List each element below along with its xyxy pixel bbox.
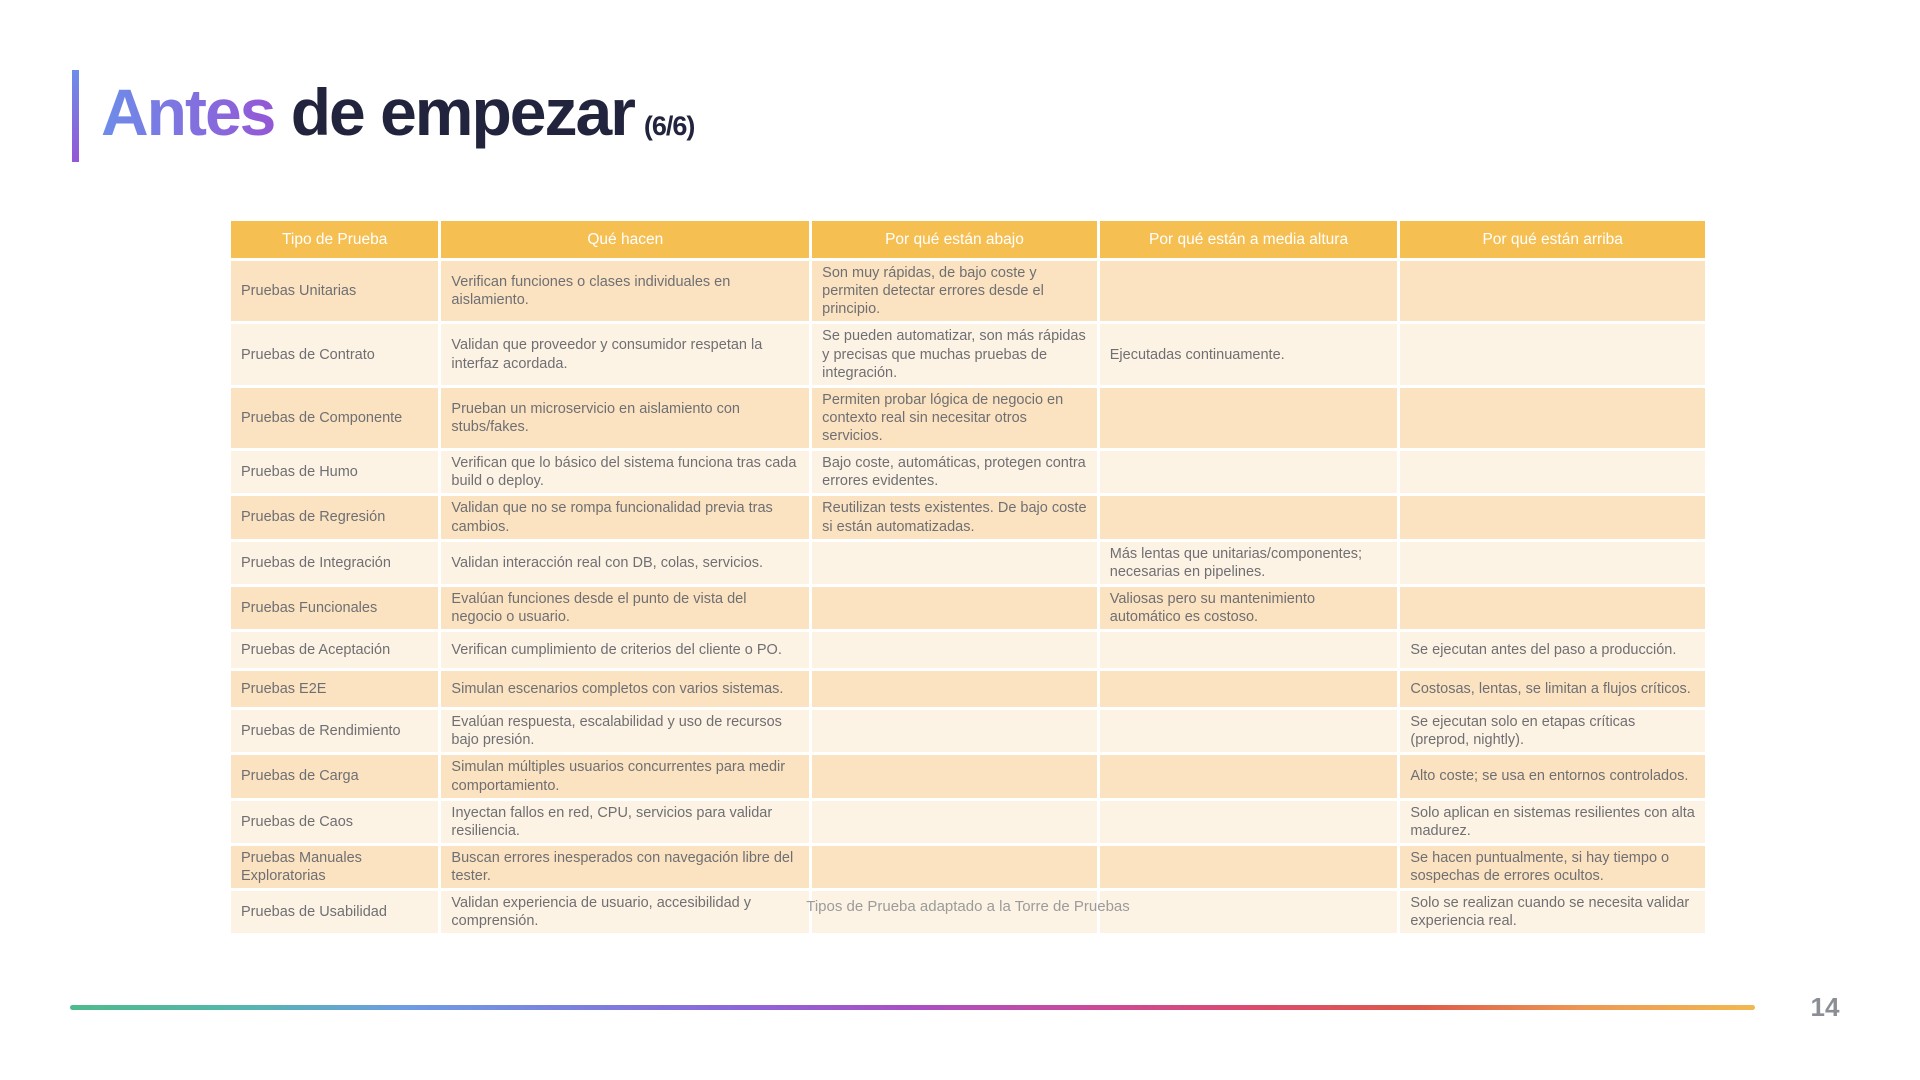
table-cell: Se ejecutan antes del paso a producción. (1399, 631, 1707, 670)
table-cell (1399, 386, 1707, 449)
column-header: Tipo de Prueba (230, 220, 440, 260)
table-row (230, 495, 1707, 540)
table-cell (1399, 495, 1707, 540)
table-cell: Evalúan funciones desde el punto de vista del negocio o usuario. (440, 585, 811, 630)
table-row (230, 386, 1707, 449)
table-cell: Pruebas Funcionales (230, 585, 440, 630)
column-header: Por qué están abajo (811, 220, 1099, 260)
table-cell: Solo se realizan cuando se necesita validar experiencia real. (1399, 890, 1707, 935)
table-cell (1399, 540, 1707, 585)
table-cell: Validan interacción real con DB, colas, servicios. (440, 540, 811, 585)
table-cell: Bajo coste, automáticas, protegen contra errores evidentes. (811, 450, 1099, 495)
table-cell: Pruebas Unitarias (230, 260, 440, 323)
table-cell: Prueban un microservicio en aislamiento con stubs/fakes. (440, 386, 811, 449)
table-cell: Verifican cumplimiento de criterios del cliente o PO. (440, 631, 811, 670)
table-cell (1399, 585, 1707, 630)
table-cell: Inyectan fallos en red, CPU, servicios para validar resiliencia. (440, 799, 811, 844)
table-cell (811, 540, 1099, 585)
table-row (230, 260, 1707, 323)
table-cell (1098, 844, 1399, 889)
table-cell (1098, 260, 1399, 323)
column-header: Por qué están arriba (1399, 220, 1707, 260)
table-cell: Validan experiencia de usuario, accesibilidad y comprensión. (440, 890, 811, 935)
table-cell: Pruebas de Componente (230, 386, 440, 449)
title-counter: (6/6) (643, 111, 695, 141)
table-cell: Más lentas que unitarias/componentes; necesarias en pipelines. (1098, 540, 1399, 585)
table-cell: Buscan errores inesperados con navegación libre del tester. (440, 844, 811, 889)
table-cell: Pruebas E2E (230, 670, 440, 709)
table-cell (1098, 386, 1399, 449)
table-cell: Pruebas de Carga (230, 754, 440, 799)
table-cell: Pruebas de Caos (230, 799, 440, 844)
table-cell: Se pueden automatizar, son más rápidas y precisas que muchas pruebas de integración. (811, 323, 1099, 386)
table-cell (1098, 799, 1399, 844)
table-cell (1098, 670, 1399, 709)
table-body (230, 260, 1707, 935)
table-row (230, 844, 1707, 889)
table-cell (1098, 631, 1399, 670)
page-number: 14 (1810, 992, 1840, 1022)
table-row (230, 670, 1707, 709)
table-cell: Pruebas de Usabilidad (230, 890, 440, 935)
table-row (230, 585, 1707, 630)
title-rest: de empezar (274, 75, 634, 149)
table-row (230, 799, 1707, 844)
header-row (230, 220, 1707, 260)
table-cell (1098, 450, 1399, 495)
title-accent-bar (72, 70, 79, 162)
table-row (230, 709, 1707, 754)
table-cell: Verifican que lo básico del sistema funciona tras cada build o deploy. (440, 450, 811, 495)
table-cell (1098, 495, 1399, 540)
table-cell: Pruebas de Aceptación (230, 631, 440, 670)
table-caption: Tipos de Prueba adaptado a la Torre de Pruebas (806, 898, 1130, 915)
table-cell (811, 799, 1099, 844)
table-cell: Pruebas de Contrato (230, 323, 440, 386)
table-row (230, 450, 1707, 495)
table-cell: Verifican funciones o clases individuales en aislamiento. (440, 260, 811, 323)
table-cell: Ejecutadas continuamente. (1098, 323, 1399, 386)
table-row (230, 540, 1707, 585)
table-cell: Pruebas de Humo (230, 450, 440, 495)
table-cell: Son muy rápidas, de bajo coste y permiten detectar errores desde el principio. (811, 260, 1099, 323)
table-cell (811, 631, 1099, 670)
table-cell: Pruebas de Integración (230, 540, 440, 585)
column-header: Qué hacen (440, 220, 811, 260)
page-title (101, 64, 694, 174)
table-cell (1399, 323, 1707, 386)
table-cell (811, 670, 1099, 709)
table-cell: Costosas, lentas, se limitan a flujos críticos. (1399, 670, 1707, 709)
table-cell (811, 844, 1099, 889)
table-row (230, 323, 1707, 386)
table-cell (1098, 754, 1399, 799)
table-cell: Simulan escenarios completos con varios sistemas. (440, 670, 811, 709)
column-header: Por qué están a media altura (1098, 220, 1399, 260)
table-cell (1098, 709, 1399, 754)
table-cell (1399, 260, 1707, 323)
table-cell: Valiosas pero su mantenimiento automático es costoso. (1098, 585, 1399, 630)
table-cell: Simulan múltiples usuarios concurrentes para medir comportamiento. (440, 754, 811, 799)
table-row (230, 754, 1707, 799)
table-cell: Validan que no se rompa funcionalidad previa tras cambios. (440, 495, 811, 540)
table-cell (811, 754, 1099, 799)
table-cell: Validan que proveedor y consumidor respetan la interfaz acordada. (440, 323, 811, 386)
slide-title-block (72, 64, 694, 174)
table-cell (811, 585, 1099, 630)
table-cell: Se ejecutan solo en etapas críticas (preprod, nightly). (1399, 709, 1707, 754)
table-cell: Se hacen puntualmente, si hay tiempo o sospechas de errores ocultos. (1399, 844, 1707, 889)
footer-gradient-line (70, 1005, 1755, 1010)
title-accent-word: Antes (101, 75, 275, 149)
table-cell: Pruebas Manuales Exploratorias (230, 844, 440, 889)
table-cell: Pruebas de Regresión (230, 495, 440, 540)
table-cell: Evalúan respuesta, escalabilidad y uso de recursos bajo presión. (440, 709, 811, 754)
table-cell: Permiten probar lógica de negocio en contexto real sin necesitar otros servicios. (811, 386, 1099, 449)
table-cell (811, 709, 1099, 754)
test-types-table (228, 218, 1708, 936)
table-cell (1399, 450, 1707, 495)
table-cell: Reutilizan tests existentes. De bajo coste si están automatizadas. (811, 495, 1099, 540)
table-cell: Alto coste; se usa en entornos controlados. (1399, 754, 1707, 799)
table-cell: Solo aplican en sistemas resilientes con alta madurez. (1399, 799, 1707, 844)
table-row (230, 631, 1707, 670)
table-cell: Pruebas de Rendimiento (230, 709, 440, 754)
